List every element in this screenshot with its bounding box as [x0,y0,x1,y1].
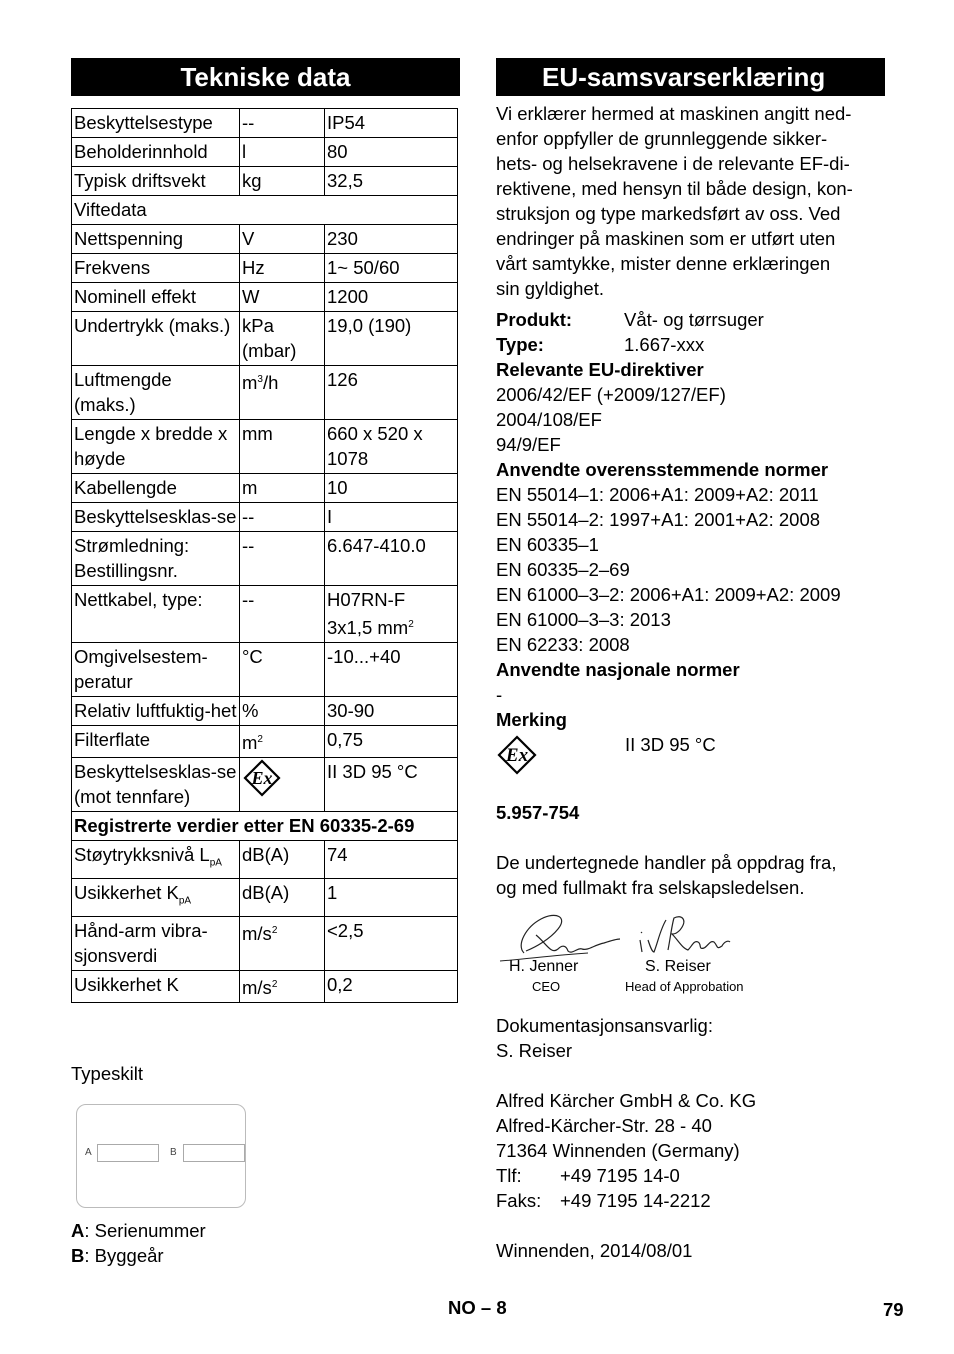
table-section-row: Registrerte verdier etter EN 60335-2-69 [72,812,458,841]
legend-item: B: Byggeår [71,1245,164,1266]
documentation-responsible: Dokumentasjonsansvarlig: S. Reiser [496,1015,713,1061]
signer-name: S. Reiser [645,958,711,975]
page-number: 79 [883,1299,904,1320]
product-line: Produkt: Våt- og tørrsuger [496,309,764,330]
table-row: Relativ luftfuktig-het % 30-90 [72,697,458,726]
table-row: Luftmengde (maks.) $m^3/h$ 126 [72,366,458,420]
declaration-intro: Vi erklærer hermed at maskinen angitt ned- enfor oppfyller de grunnleggende sikker- hets- og helsekravene i de relevante EF-di- rektivene, med hensyn til både design, kon- struksjon og type markedsført av oss. Ved endringer på maskinen som er utført uten vårt samtykke, mister denne erklæringen sin gyldighet. [496,103,853,299]
table-row: Undertrykk (maks.) kPa (mbar) 19,0 (190) [72,312,458,366]
table-row: Usikkerhet K $m/s^2$ 0,2 [72,970,458,1002]
table-row: Nettspenning V 230 [72,225,458,254]
document-number: 5.957-754 [496,802,580,823]
table-row: Typisk driftsvekt kg 32,5 [72,167,458,196]
standards-title: Anvendte overensstemmende normer [496,459,829,480]
table-row: Kabellengde m 10 [72,474,458,503]
nameplate-label-a: A [85,1147,92,1158]
nameplate-legend [71,1218,206,1268]
signer-name: H. Jenner [509,958,579,975]
technical-data-title: Tekniske data [71,58,460,96]
marking-title: Merking [496,709,567,730]
table-row: Nettkabel, type: -- H07RN-F 3x1,5 $mm^2$ [72,586,458,643]
table-row: Lengde x bredde x høyde mm 660 x 520 x 1078 [72,420,458,474]
table-row: Frekvens Hz 1~ 50/60 [72,254,458,283]
nameplate-serial-box [97,1144,159,1162]
ex-atex-icon [496,735,538,775]
svg-text:Ex: Ex [251,768,273,789]
table-row: Nominell effekt W 1200 [72,283,458,312]
signature-reiser [632,910,732,960]
signers-intro: De undertegnede handler på oppdrag fra, og med fullmakt fra selskapsledelsen. [496,852,837,898]
company-address: Alfred Kärcher GmbH & Co. KG Alfred-Kärcher-Str. 28 - 40 71364 Winnenden (Germany) Tlf: +49 7195 14-0 Faks: +49 7195 14-2212 [496,1090,757,1211]
table-row: Støytrykksnivå $L_{pA}$ dB(A) 74 [72,841,458,879]
standards-list: EN 55014–1: 2006+A1: 2009+A2: 2011 EN 55014–2: 1997+A1: 2001+A2: 2008 EN 60335–1 EN 60335–2–69 EN 61000–3–2: 2006+A1: 2009+A2: 2009 EN 61000–3–3: 2013 EN 62233: 2008 [496,484,841,655]
eu-declaration-title: EU-samsvarserklæring [496,58,885,96]
table-row: Beholderinnhold l 80 [72,138,458,167]
ex-atex-icon [242,759,282,797]
type-line: Type: 1.667-xxx [496,334,705,355]
signer-role: Head of Approbation [625,979,744,994]
table-row: Strømledning: Bestillingsnr. -- 6.647-410.0 [72,532,458,586]
directives-list: 2006/42/EF (+2009/127/EF) 2004/108/EF 94/9/EF [496,384,726,455]
technical-data-table [71,108,458,1003]
table-row: Omgivelsestem-peratur °C -10...+40 [72,643,458,697]
nameplate-title: Typeskilt [71,1063,143,1084]
table-row: Usikkerhet $K_{pA}$ dB(A) 1 [72,879,458,917]
nameplate-year-box [183,1144,245,1162]
legend-item: A: Serienummer [71,1220,206,1241]
place-date: Winnenden, 2014/08/01 [496,1240,693,1261]
nameplate-label-b: B [170,1147,177,1158]
marking-value: II 3D 95 °C [625,734,716,755]
svg-text:Ex: Ex [505,745,529,766]
signer-role: CEO [532,979,561,994]
table-row: Beskyttelsestype -- IP54 [72,109,458,138]
language-page-code: NO – 8 [448,1297,507,1318]
directives-title: Relevante EU-direktiver [496,359,704,380]
table-row: Beskyttelsesklas-se (mot tennfare) Ex II 3D 95 °C [72,758,458,812]
national-standards-value: - [496,684,503,705]
table-row: Hånd-arm vibra-sjonsverdi $m/s^2$ <2,5 [72,916,458,970]
table-row: Filterflate $m^2$ 0,75 [72,726,458,758]
nameplate-illustration [76,1104,246,1208]
table-row: Beskyttelsesklas-se -- I [72,503,458,532]
national-standards-title: Anvendte nasjonale normer [496,659,740,680]
table-section-row: Viftedata [72,196,458,225]
